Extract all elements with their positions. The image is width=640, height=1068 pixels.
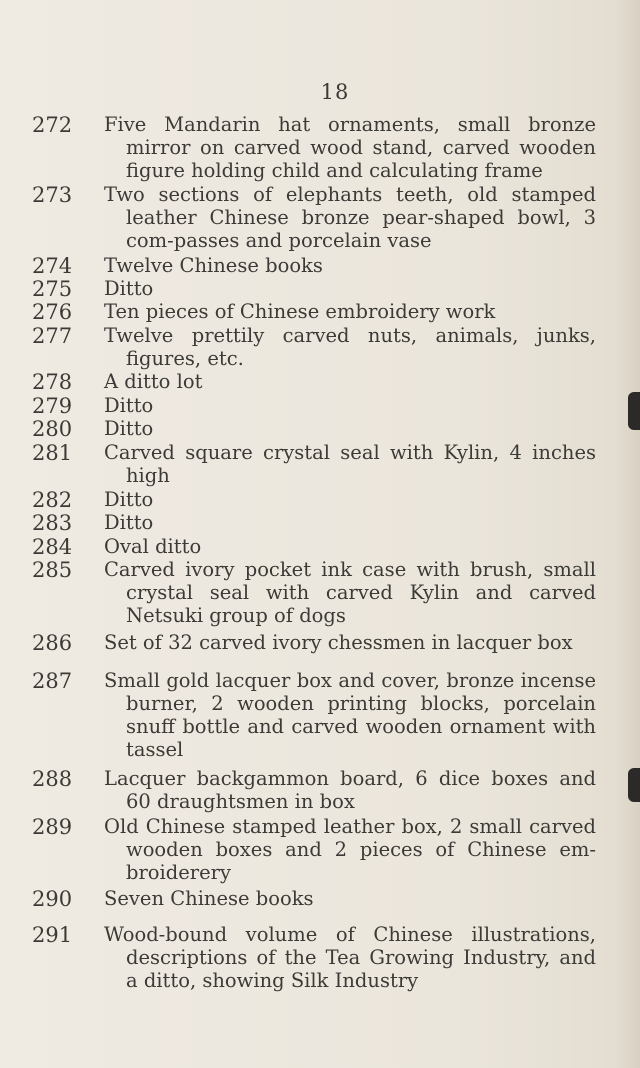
lot-description: Old Chinese stamped leather box, 2 small carved wooden boxes and 2 pieces of Chinese em-broiderery [104,815,596,884]
lot-description: Carved square crystal seal with Kylin, 4 inches high [104,441,596,487]
lot-number: 287 [32,669,73,693]
lot-description: Twelve Chinese books [104,254,323,277]
lot-number: 273 [32,183,73,207]
lot-description: Two sections of elephants teeth, old stamped leather Chinese bronze pear-shaped bowl, 3 com-passes and porcelain vase [104,183,596,252]
lot-description: Five Mandarin hat ornaments, small bronze mirror on carved wood stand, carved wooden figure holding child and calculating frame [104,113,596,182]
lot-number: 282 [32,488,73,512]
lot-number: 276 [32,300,73,324]
lot-number: 278 [32,370,73,394]
lot-number: 274 [32,254,73,278]
lot-description: Lacquer backgammon board, 6 dice boxes and 60 draughtsmen in box [104,767,596,813]
lot-number: 291 [32,923,73,947]
lot-number: 279 [32,394,73,418]
lot-description: Ditto [104,488,154,511]
lot-description: A ditto lot [104,370,203,393]
lot-description: Oval ditto [104,535,202,558]
lot-description: Seven Chinese books [104,887,314,910]
lot-description: Small gold lacquer box and cover, bronze incense burner, 2 wooden printing blocks, porcelain snuff bottle and carved wooden ornament with tassel [104,669,596,761]
lot-description: Set of 32 carved ivory chessmen in lacquer box [104,631,573,654]
lot-number: 277 [32,324,73,348]
lot-description: Ditto [104,394,154,417]
lot-number: 285 [32,558,73,582]
page-edge-mark [628,768,640,802]
lot-number: 286 [32,631,73,655]
lot-number: 283 [32,511,73,535]
lot-description: Ditto [104,417,154,440]
lot-number: 275 [32,277,73,301]
lot-number: 289 [32,815,73,839]
lot-number: 290 [32,887,73,911]
lot-number: 284 [32,535,73,559]
lot-description: Twelve prettily carved nuts, animals, junks, figures, etc. [104,324,596,370]
lot-description: Carved ivory pocket ink case with brush, small crystal seal with carved Kylin and carved Netsuki group of dogs [104,558,596,627]
lot-number: 280 [32,417,73,441]
lot-description: Ditto [104,511,154,534]
lot-description: Ten pieces of Chinese embroidery work [104,300,496,323]
page-number: 18 [320,80,350,104]
lot-description: Ditto [104,277,154,300]
lot-number: 281 [32,441,73,465]
page-edge-mark [628,392,640,430]
lot-number: 272 [32,113,73,137]
lot-description: Wood-bound volume of Chinese illustrations, descriptions of the Tea Growing Industry, and a ditto, showing Silk Industry [104,923,596,992]
lot-number: 288 [32,767,73,791]
